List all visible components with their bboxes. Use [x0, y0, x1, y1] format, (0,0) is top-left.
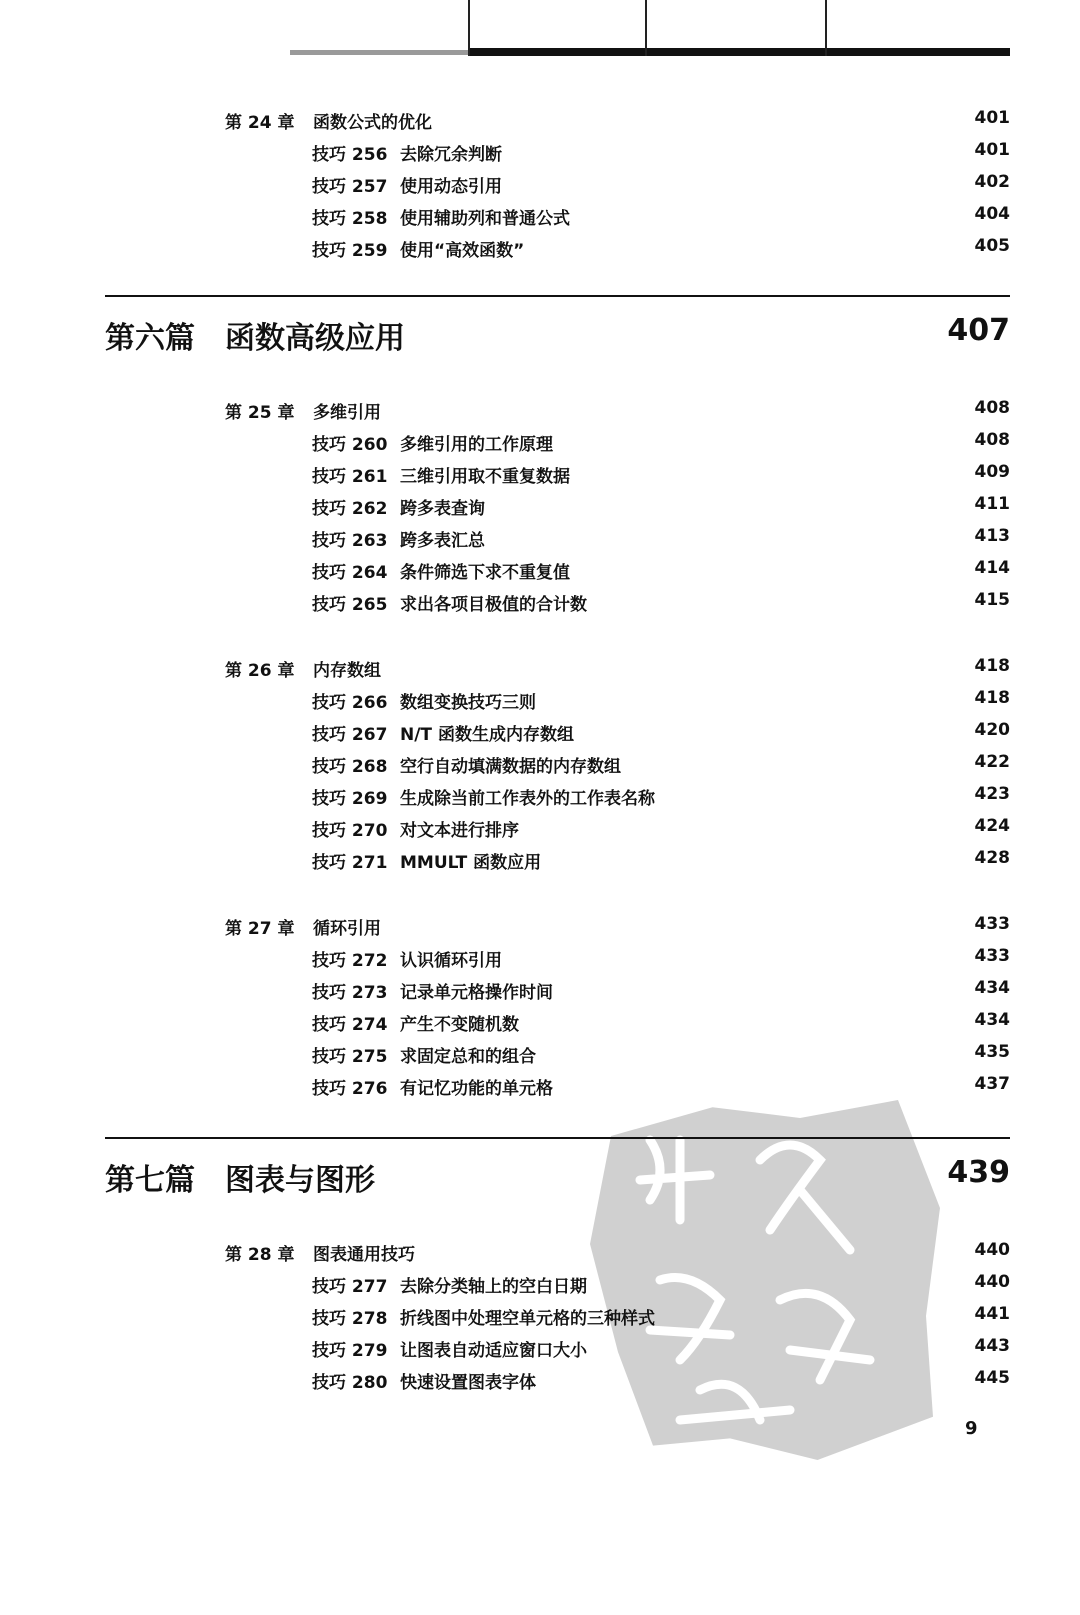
page-ref: 414	[974, 558, 1010, 578]
tip-title: 求出各项目极值的合计数	[400, 595, 587, 615]
toc-tip-row[interactable]	[312, 978, 1010, 1006]
tip-title: 折线图中处理空单元格的三种样式	[400, 1309, 655, 1329]
part-title: 函数高级应用	[225, 321, 405, 356]
toc-tip-row[interactable]	[312, 720, 1010, 748]
tip-label: 技巧 272	[312, 951, 388, 971]
header-black-strip	[470, 48, 1010, 56]
page-ref: 407	[947, 313, 1010, 348]
page-ref: 423	[974, 784, 1010, 804]
toc-tip-row[interactable]	[312, 946, 1010, 974]
page-ref: 409	[974, 462, 1010, 482]
page-ref: 441	[974, 1304, 1010, 1324]
toc-tip-row[interactable]	[312, 236, 1010, 264]
page-ref: 433	[974, 946, 1010, 966]
header-divider	[645, 0, 647, 56]
page-ref: 401	[974, 108, 1010, 128]
tip-title: 空行自动填满数据的内存数组	[400, 757, 621, 777]
tip-label: 技巧 278	[312, 1309, 388, 1329]
toc-tip-row[interactable]	[312, 1304, 1010, 1332]
tip-label: 技巧 271	[312, 853, 388, 873]
page-ref: 408	[974, 430, 1010, 450]
header-bar	[0, 0, 1080, 60]
page-ref: 437	[974, 1074, 1010, 1094]
toc-tip-row[interactable]	[312, 752, 1010, 780]
part-rule	[105, 1137, 1010, 1139]
tip-title: 使用“高效函数”	[400, 241, 525, 261]
toc-tip-row[interactable]	[312, 1074, 1010, 1102]
page-ref: 439	[947, 1155, 1010, 1190]
tip-label: 技巧 256	[312, 145, 388, 165]
toc-tip-row[interactable]	[312, 1010, 1010, 1038]
tip-label: 技巧 268	[312, 757, 388, 777]
tip-label: 技巧 265	[312, 595, 388, 615]
tip-title: 三维引用取不重复数据	[400, 467, 570, 487]
toc-tip-row[interactable]	[312, 526, 1010, 554]
toc-tip-row[interactable]	[312, 1368, 1010, 1396]
tip-title: 有记忆功能的单元格	[400, 1079, 553, 1099]
toc-tip-row[interactable]	[312, 688, 1010, 716]
tip-label: 技巧 276	[312, 1079, 388, 1099]
page-ref: 435	[974, 1042, 1010, 1062]
page-ref: 408	[974, 398, 1010, 418]
page-ref: 411	[974, 494, 1010, 514]
page-ref: 434	[974, 1010, 1010, 1030]
tip-label: 技巧 259	[312, 241, 388, 261]
tip-label: 技巧 258	[312, 209, 388, 229]
tip-label: 技巧 260	[312, 435, 388, 455]
tip-label: 技巧 280	[312, 1373, 388, 1393]
tip-label: 技巧 274	[312, 1015, 388, 1035]
page-ref: 401	[974, 140, 1010, 160]
page-ref: 420	[974, 720, 1010, 740]
toc-tip-row[interactable]	[312, 848, 1010, 876]
chapter-label: 第 24 章	[225, 113, 295, 133]
toc-tip-row[interactable]	[312, 1042, 1010, 1070]
page-ref: 418	[974, 656, 1010, 676]
page-ref: 443	[974, 1336, 1010, 1356]
header-gray-strip	[290, 50, 470, 55]
tip-label: 技巧 279	[312, 1341, 388, 1361]
chapter-title: 多维引用	[313, 403, 381, 423]
chapter-label: 第 26 章	[225, 661, 295, 681]
part-label: 第六篇	[105, 321, 195, 356]
page-ref: 418	[974, 688, 1010, 708]
tip-label: 技巧 267	[312, 725, 388, 745]
part-rule	[105, 295, 1010, 297]
part-label: 第七篇	[105, 1163, 195, 1198]
toc-tip-row[interactable]	[312, 430, 1010, 458]
toc-tip-row[interactable]	[312, 462, 1010, 490]
toc-part-heading[interactable]	[105, 295, 1010, 355]
tip-title: 使用辅助列和普通公式	[400, 209, 570, 229]
tip-title: 记录单元格操作时间	[400, 983, 553, 1003]
tip-label: 技巧 264	[312, 563, 388, 583]
chapter-label: 第 25 章	[225, 403, 295, 423]
tip-label: 技巧 266	[312, 693, 388, 713]
tip-title: 跨多表查询	[400, 499, 485, 519]
toc-tip-row[interactable]	[312, 204, 1010, 232]
page-ref: 440	[974, 1272, 1010, 1292]
tip-label: 技巧 273	[312, 983, 388, 1003]
page-ref: 445	[974, 1368, 1010, 1388]
toc-tip-row[interactable]	[312, 1272, 1010, 1300]
header-divider	[468, 0, 470, 56]
tip-label: 技巧 275	[312, 1047, 388, 1067]
tip-title: 条件筛选下求不重复值	[400, 563, 570, 583]
tip-label: 技巧 257	[312, 177, 388, 197]
toc-tip-row[interactable]	[312, 784, 1010, 812]
toc-chapter-row[interactable]	[225, 398, 1010, 426]
chapter-label: 第 28 章	[225, 1245, 295, 1265]
toc-tip-row[interactable]	[312, 1336, 1010, 1364]
chapter-title: 内存数组	[313, 661, 381, 681]
page-ref: 402	[974, 172, 1010, 192]
tip-title: 数组变换技巧三则	[400, 693, 536, 713]
tip-label: 技巧 262	[312, 499, 388, 519]
page-ref: 434	[974, 978, 1010, 998]
tip-title: 快速设置图表字体	[400, 1373, 536, 1393]
tip-label: 技巧 270	[312, 821, 388, 841]
tip-label: 技巧 277	[312, 1277, 388, 1297]
page-number: 9	[965, 1418, 978, 1439]
toc-tip-row[interactable]	[312, 140, 1010, 168]
page-ref: 424	[974, 816, 1010, 836]
toc-tip-row[interactable]	[312, 172, 1010, 200]
page-ref: 433	[974, 914, 1010, 934]
tip-title: 使用动态引用	[400, 177, 502, 197]
tip-title: 生成除当前工作表外的工作表名称	[400, 789, 655, 809]
page-ref: 422	[974, 752, 1010, 772]
part-title: 图表与图形	[225, 1163, 375, 1198]
tip-title: 去除分类轴上的空白日期	[400, 1277, 587, 1297]
toc-tip-row[interactable]	[312, 816, 1010, 844]
toc-tip-row[interactable]	[312, 558, 1010, 586]
tip-title: 去除冗余判断	[400, 145, 502, 165]
chapter-title: 函数公式的优化	[313, 113, 432, 133]
toc-tip-row[interactable]	[312, 590, 1010, 618]
page-ref: 428	[974, 848, 1010, 868]
page-ref: 440	[974, 1240, 1010, 1260]
tip-title: 求固定总和的组合	[400, 1047, 536, 1067]
toc-chapter-row[interactable]	[225, 108, 1010, 136]
tip-title: 认识循环引用	[400, 951, 502, 971]
chapter-title: 图表通用技巧	[313, 1245, 415, 1265]
tip-label: 技巧 269	[312, 789, 388, 809]
tip-title: 多维引用的工作原理	[400, 435, 553, 455]
toc-chapter-row[interactable]	[225, 656, 1010, 684]
tip-label: 技巧 261	[312, 467, 388, 487]
page-ref: 413	[974, 526, 1010, 546]
tip-title: 产生不变随机数	[400, 1015, 519, 1035]
toc-chapter-row[interactable]	[225, 914, 1010, 942]
page-ref: 405	[974, 236, 1010, 256]
header-divider	[825, 0, 827, 56]
toc-part-heading[interactable]	[105, 1137, 1010, 1197]
chapter-title: 循环引用	[313, 919, 381, 939]
page-ref: 404	[974, 204, 1010, 224]
chapter-label: 第 27 章	[225, 919, 295, 939]
tip-label: 技巧 263	[312, 531, 388, 551]
page-ref: 415	[974, 590, 1010, 610]
tip-title: 对文本进行排序	[400, 821, 519, 841]
tip-title: MMULT 函数应用	[400, 853, 542, 873]
tip-title: N/T 函数生成内存数组	[400, 725, 574, 745]
toc-tip-row[interactable]	[312, 494, 1010, 522]
tip-title: 让图表自动适应窗口大小	[400, 1341, 587, 1361]
toc-chapter-row[interactable]	[225, 1240, 1010, 1268]
tip-title: 跨多表汇总	[400, 531, 485, 551]
